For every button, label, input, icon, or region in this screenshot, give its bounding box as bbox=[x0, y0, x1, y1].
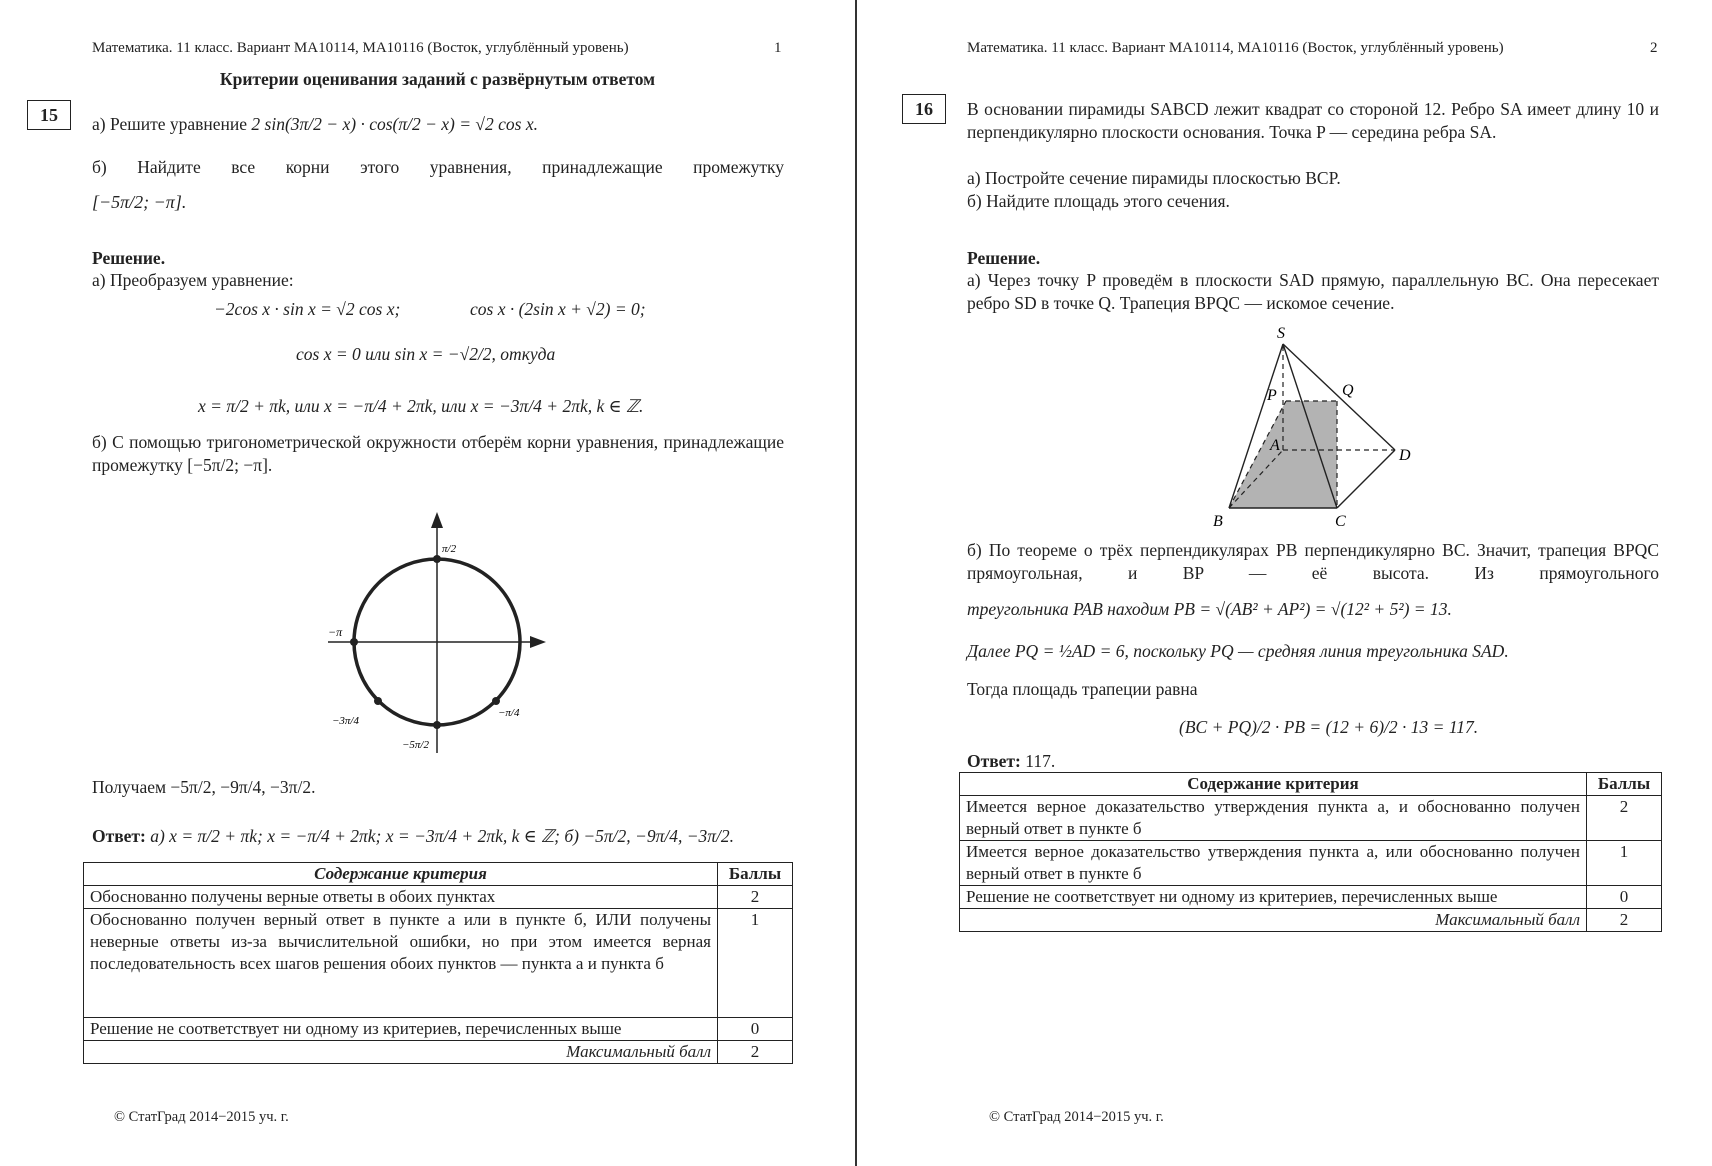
point-left-low bbox=[374, 697, 382, 705]
criterion-score: 0 bbox=[718, 1018, 793, 1041]
label-left: −π bbox=[328, 625, 343, 639]
criterion-text: Решение не соответствует ни одному из критериев, перечисленных выше bbox=[84, 1018, 718, 1041]
solution-eq-4: x = π/2 + πk, или x = −π/4 + 2πk, или x = −3π/4 + 2πk, k ∈ ℤ. bbox=[198, 396, 644, 416]
criterion-score: 2 bbox=[718, 886, 793, 909]
table-header-score: Баллы bbox=[1587, 773, 1662, 796]
task-number: 16 bbox=[902, 94, 946, 124]
task-b: б) Найдите площадь этого сечения. bbox=[967, 191, 1230, 211]
solution-eq-3: cos x = 0 или sin x = −√2/2, откуда bbox=[296, 344, 556, 364]
page-header: Математика. 11 класс. Вариант МА10114, МА10116 (Восток, углублённый уровень) bbox=[967, 40, 1504, 56]
label-s: S bbox=[1277, 325, 1285, 342]
answer-text: 117. bbox=[1025, 751, 1056, 771]
task-a: а) Постройте сечение пирамиды плоскостью BCP. bbox=[967, 168, 1341, 188]
table-row bbox=[960, 796, 1662, 841]
table-row bbox=[960, 886, 1662, 909]
table-header-row bbox=[960, 773, 1662, 796]
page-number: 2 bbox=[1650, 40, 1658, 56]
point-bottom bbox=[433, 721, 441, 729]
answer-line bbox=[967, 750, 1055, 773]
table-row bbox=[84, 1018, 793, 1041]
trig-circle-diagram bbox=[320, 508, 560, 758]
solution-a: а) Через точку P проведём в плоскости SAD прямую, параллельную BC. Она пересекает ребро SD в точке Q. Трапеция BPQC — искомое сечение. bbox=[967, 270, 1659, 313]
answer-label: Ответ: bbox=[967, 751, 1021, 771]
criterion-score: 2 bbox=[1587, 796, 1662, 841]
page-1 bbox=[0, 0, 855, 1166]
label-a: A bbox=[1270, 437, 1280, 454]
task-text: В основании пирамиды SABCD лежит квадрат со стороной 12. Ребро SA имеет длину 10 и перпендикулярно плоскости основания. Точка P — середина ребра SA. bbox=[967, 99, 1659, 142]
table-row bbox=[84, 886, 793, 909]
solution-a-intro: а) Преобразуем уравнение: bbox=[92, 270, 294, 290]
x-axis-arrow bbox=[530, 636, 546, 648]
task-number: 15 bbox=[27, 100, 71, 130]
table-max-row bbox=[84, 1041, 793, 1064]
solution-b-3: Далее PQ = ½AD = 6, поскольку PQ — средняя линия треугольника SAD. bbox=[967, 641, 1509, 661]
solution-eq-1: −2cos x · sin x = √2 cos x; bbox=[214, 299, 401, 319]
solution-b-text: б) С помощью тригонометрической окружности отберём корни уравнения, принадлежащие промежутку [−5π/2; −π]. bbox=[92, 432, 784, 475]
section-bpqc bbox=[1229, 401, 1337, 508]
label-q: Q bbox=[1342, 382, 1354, 399]
page-footer: © СтатГрад 2014−2015 уч. г. bbox=[114, 1109, 289, 1125]
table-max-row bbox=[960, 909, 1662, 932]
max-score-label: Максимальный балл bbox=[84, 1041, 718, 1064]
solution-eq-2: cos x · (2sin x + √2) = 0; bbox=[470, 299, 646, 319]
point-left bbox=[350, 638, 358, 646]
page-divider bbox=[855, 0, 857, 1166]
task-a bbox=[92, 113, 538, 136]
criteria-table bbox=[959, 772, 1662, 932]
point-top bbox=[433, 555, 441, 563]
edge-cd bbox=[1337, 450, 1395, 508]
task-a-prefix: а) Решите уравнение bbox=[92, 114, 248, 134]
criterion-text: Имеется верное доказательство утверждения пункта а, или обоснованно получен верный ответ в пункте б bbox=[960, 841, 1587, 886]
page-footer: © СтатГрад 2014−2015 уч. г. bbox=[989, 1109, 1164, 1125]
label-b: B bbox=[1213, 513, 1223, 530]
criterion-text: Имеется верное доказательство утверждения пункта а, и обоснованно получен верный ответ в пункте б bbox=[960, 796, 1587, 841]
label-top: π/2 bbox=[442, 543, 457, 555]
max-score-value: 2 bbox=[718, 1041, 793, 1064]
max-score-value: 2 bbox=[1587, 909, 1662, 932]
page-header: Математика. 11 класс. Вариант МА10114, МА10116 (Восток, углублённый уровень) bbox=[92, 40, 629, 56]
label-right-low: −π/4 bbox=[498, 707, 520, 719]
criterion-text: Обоснованно получены верные ответы в обоих пунктах bbox=[84, 886, 718, 909]
table-header-criterion: Содержание критерия bbox=[84, 863, 718, 886]
answer-text: а) x = π/2 + πk; x = −π/4 + 2πk; x = −3π/4 + 2πk, k ∈ ℤ; б) −5π/2, −9π/4, −3π/2. bbox=[150, 826, 735, 846]
criterion-score: 0 bbox=[1587, 886, 1662, 909]
pyramid-diagram bbox=[1193, 318, 1433, 533]
max-score-label: Максимальный балл bbox=[960, 909, 1587, 932]
label-bottom: −5π/2 bbox=[402, 739, 429, 751]
table-header-criterion: Содержание критерия bbox=[960, 773, 1587, 796]
task-b-interval: [−5π/2; −π]. bbox=[92, 192, 187, 212]
table-row bbox=[84, 909, 793, 1018]
solution-b-2: треугольника PAB находим PB = √(AB² + AP²) = √(12² + 5²) = 13. bbox=[967, 599, 1452, 619]
label-left-low: −3π/4 bbox=[332, 715, 359, 727]
table-header-row bbox=[84, 863, 793, 886]
page-number: 1 bbox=[774, 40, 782, 56]
task-b: б) Найдите все корни этого уравнения, принадлежащие промежутку bbox=[92, 157, 784, 177]
criterion-text: Обоснованно получен верный ответ в пункте а или в пункте б, ИЛИ получены неверные ответы из-за вычислительной ошибки, но при этом имеется верная последовательность всех шагов решения обоих пунктов — пункта а и пункта б bbox=[84, 909, 718, 1018]
point-right-low bbox=[492, 697, 500, 705]
solution-label: Решение. bbox=[967, 248, 1041, 268]
table-header-score: Баллы bbox=[718, 863, 793, 886]
page-2 bbox=[858, 0, 1712, 1166]
label-p: P bbox=[1267, 387, 1277, 404]
solution-b-5: (BC + PQ)/2 · PB = (12 + 6)/2 · 13 = 117. bbox=[1179, 717, 1479, 737]
answer-label: Ответ: bbox=[92, 826, 146, 846]
solution-b-1: б) По теореме о трёх перпендикулярах PB перпендикулярно BC. Значит, трапеция BPQC прямоугольная, и BP — её высота. Из прямоугольного bbox=[967, 540, 1659, 583]
y-axis-arrow bbox=[431, 512, 443, 528]
criterion-score: 1 bbox=[1587, 841, 1662, 886]
solution-b-4: Тогда площадь трапеции равна bbox=[967, 679, 1198, 699]
page-title: Критерии оценивания заданий с развёрнутым ответом bbox=[219, 69, 656, 89]
label-c: C bbox=[1335, 513, 1346, 530]
table-row bbox=[960, 841, 1662, 886]
criterion-score: 1 bbox=[718, 909, 793, 1018]
label-d: D bbox=[1399, 447, 1411, 464]
criteria-table bbox=[83, 862, 793, 1064]
solution-label: Решение. bbox=[92, 248, 166, 268]
task-a-equation: 2 sin(3π/2 − x) · cos(π/2 − x) = √2 cos x. bbox=[251, 114, 539, 134]
criterion-text: Решение не соответствует ни одному из критериев, перечисленных выше bbox=[960, 886, 1587, 909]
answer-line bbox=[92, 825, 734, 848]
result-line: Получаем −5π/2, −9π/4, −3π/2. bbox=[92, 777, 316, 797]
